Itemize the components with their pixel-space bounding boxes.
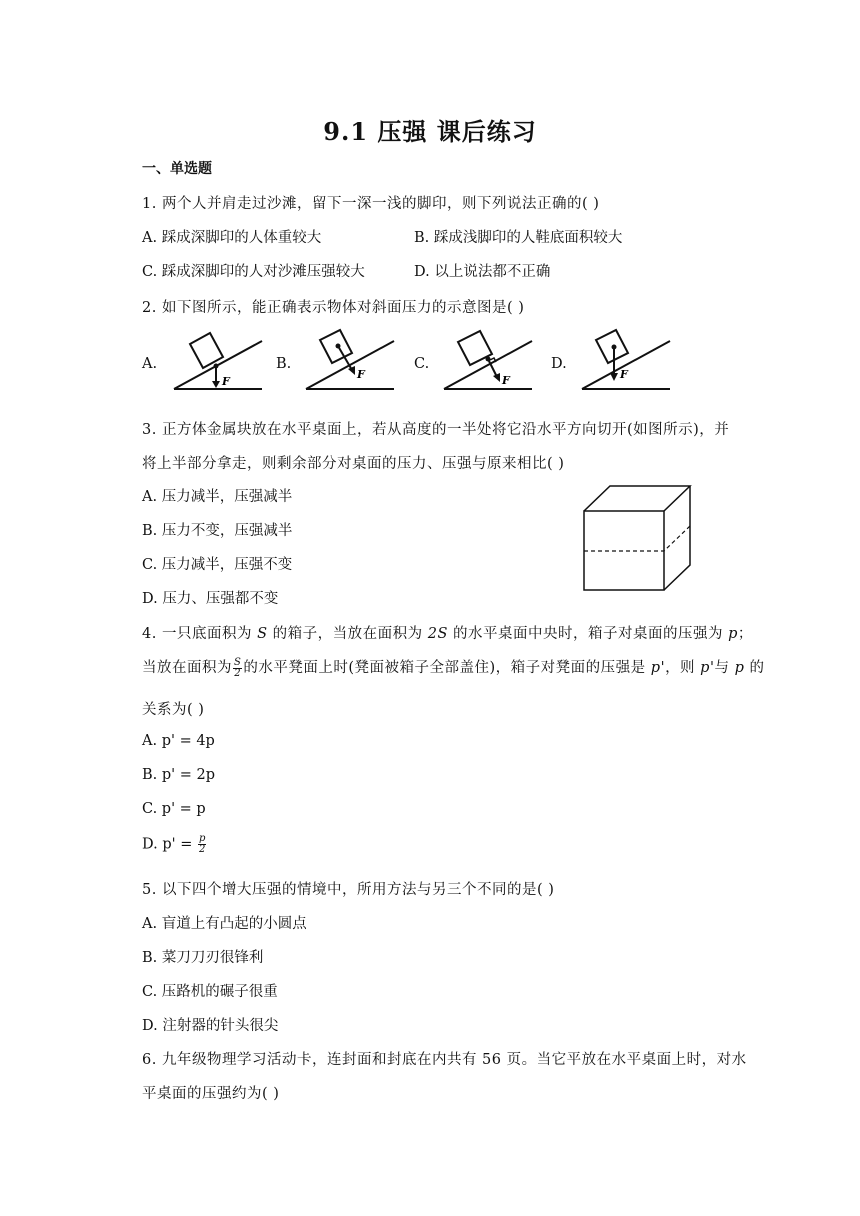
q4-stem-line3: 关系为( )	[142, 702, 205, 718]
q5-stem: 5. 以下四个增大压强的情境中，所用方法与另三个不同的是( )	[142, 882, 555, 898]
q1-stem: 1. 两个人并肩走过沙滩，留下一深一浅的脚印，则下列说法正确的( )	[142, 196, 600, 212]
q4-stem-line1: 4. 一只底面积为 S 的箱子，当放在面积为 2S 的水平桌面中央时，箱子对桌面的压强为 p；	[142, 626, 753, 642]
q2c-force-label: F	[502, 374, 510, 387]
q2-figure-a	[170, 328, 266, 394]
q1-option-a[interactable]: A. 踩成深脚印的人体重较大	[142, 230, 322, 246]
page-title: 9.1 压强 课后练习	[323, 117, 537, 146]
q4-var-p: p	[728, 626, 738, 642]
q3-option-c[interactable]: C. 压力减半，压强不变	[142, 557, 293, 573]
section-heading: 一、单选题	[142, 161, 212, 177]
q4-var-S: S	[257, 626, 268, 642]
q2-figure-b	[302, 328, 398, 394]
q2-option-b[interactable]: B.	[276, 356, 292, 372]
q2a-force-label: F	[222, 375, 230, 388]
q4-option-b[interactable]: B. p' = 2p	[142, 767, 216, 783]
q3-stem-line2: 将上半部分拿走，则剩余部分对桌面的压力、压强与原来相比( )	[142, 456, 565, 472]
q1-option-b[interactable]: B. 踩成浅脚印的人鞋底面积较大	[414, 230, 623, 246]
q3-cube-figure	[580, 482, 696, 594]
q1-option-d[interactable]: D. 以上说法都不正确	[414, 264, 551, 280]
q3-option-a[interactable]: A. 压力减半，压强减半	[142, 489, 293, 505]
q2-figure-d	[578, 328, 674, 394]
q2-option-d[interactable]: D.	[551, 356, 567, 372]
q3-option-d[interactable]: D. 压力、压强都不变	[142, 591, 279, 607]
q5-option-b[interactable]: B. 菜刀刀刃很锋利	[142, 950, 264, 966]
q5-option-c[interactable]: C. 压路机的碾子很重	[142, 984, 278, 1000]
q6-stem-line2: 平桌面的压强约为( )	[142, 1086, 280, 1102]
q4-option-a[interactable]: A. p' = 4p	[142, 733, 215, 749]
q4-stem-line2: 当放在面积为 $\frac{S}{2}$ 的水平凳面上时(凳面被箱子全部盖住)，箱子对凳面的压强是 p'，则 p'与 p 的	[142, 656, 765, 679]
q5-option-d[interactable]: D. 注射器的针头很尖	[142, 1018, 279, 1034]
q6-stem-line1: 6. 九年级物理学习活动卡，连封面和封底在内共有 56 页。当它平放在水平桌面上时，对水	[142, 1052, 747, 1068]
q2-option-c[interactable]: C.	[414, 356, 430, 372]
q4-option-c[interactable]: C. p' = p	[142, 801, 206, 817]
q2-stem: 2. 如下图所示，能正确表示物体对斜面压力的示意图是( )	[142, 300, 525, 316]
q2b-force-label: F	[357, 368, 365, 381]
q2-option-a[interactable]: A.	[142, 356, 158, 372]
q3-stem-line1: 3. 正方体金属块放在水平桌面上，若从高度的一半处将它沿水平方向切开(如图所示)，并	[142, 422, 730, 438]
q2-figure-c	[440, 328, 536, 394]
q5-option-a[interactable]: A. 盲道上有凸起的小圆点	[142, 916, 307, 932]
q1-option-c[interactable]: C. 踩成深脚印的人对沙滩压强较大	[142, 264, 365, 280]
q4-option-d[interactable]: D. p' = $\frac{p}{2}$	[142, 833, 206, 855]
q3-option-b[interactable]: B. 压力不变，压强减半	[142, 523, 293, 539]
q2d-force-label: F	[620, 368, 628, 381]
q4-var-2S: 2S	[427, 626, 448, 642]
q4-fraction-s-over-2: $\frac{S}{2}$	[234, 656, 242, 679]
q4-fraction-p-over-2: $\frac{p}{2}$	[198, 833, 206, 855]
